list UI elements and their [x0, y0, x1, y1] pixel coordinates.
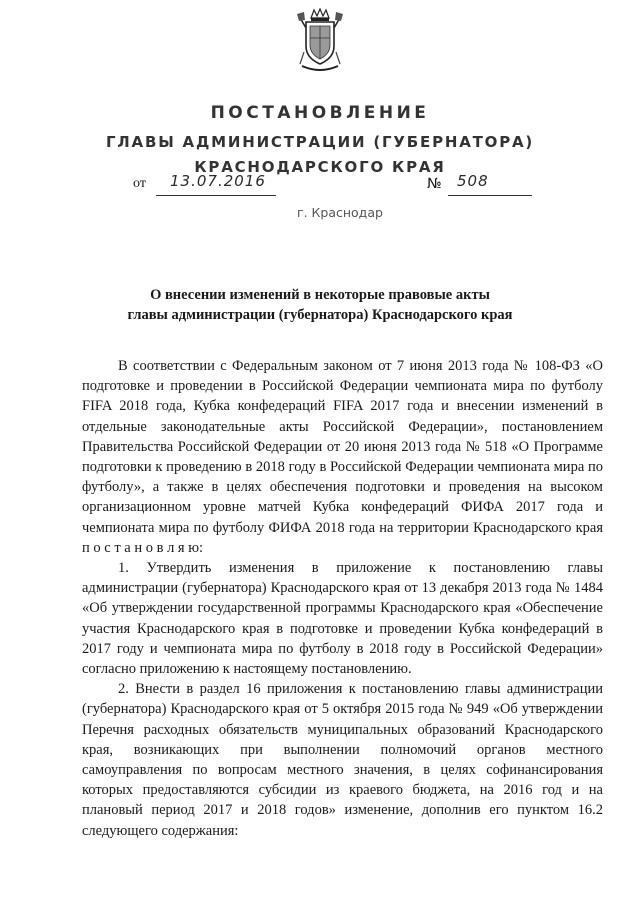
doc-title-line-2: главы администрации (губернатора) Краснодарского края [127, 307, 513, 323]
paragraph-preamble: В соответствии с Федеральным законом от 7 июня 2013 года № 108-ФЗ «О подготовке и проведении в Российской Федерации чемпионата мира по футболу FIFA 2018 года, Кубка конфедераций FIFA 2017 года и внесении изменений в отдельные законодательные акты Российской Федерации», постановлением Правительства Российской Федерации от 20 июня 2013 года № 518 «О Программе подготовки к проведению в 2018 году в Российской Федерации чемпионата мира по футболу», а также в целях обеспечения подготовки и проведения на высоком организационном уровне матчей Кубка конфедераций ФИФА 2017 года и чемпионата мира по футболу ФИФА 2018 года на территории Краснодарского края п о с т а н о в л я ю: [82, 358, 603, 556]
document-body [82, 356, 603, 841]
doc-title-line-1: О внесении изменений в некоторые правовые акты [150, 287, 490, 303]
city-label: г. Краснодар [297, 205, 383, 220]
date-prefix: от [133, 176, 146, 191]
region-title: КРАСНОДАРСКОГО КРАЯ [194, 158, 446, 176]
issuer-title: ГЛАВЫ АДМИНИСТРАЦИИ (ГУБЕРНАТОРА) [105, 133, 535, 151]
krasnodar-coat-of-arms-icon [296, 8, 344, 74]
document-type-title: ПОСТАНОВЛЕНИЕ [210, 103, 430, 123]
paragraph-item-1: 1. Утвердить изменения в приложение к постановлению главы администрации (губернатора) Краснодарского края от 13 декабря 2013 года № 1484 «Об утверждении государственной программы Краснодарского края «Обеспечение участия Краснодарского края в подготовке и проведении Кубка конфедераций в 2017 году и чемпионата мира по футболу в 2018 году в Российской Федерации» согласно приложению к настоящему постановлению. [82, 560, 603, 678]
paragraph-item-2: 2. Внести в раздел 16 приложения к постановлению главы администрации (губернатора) Краснодарского края от 5 октября 2015 года № 949 «Об утверждении Перечня расходных обязательств муниципальных образований Краснодарского края, возникающих при выполнении полномочий органов местного самоуправления по вопросам местного значения, в целях софинансирования которых предоставляются субсидии из краевого бюджета, на 2016 год и на плановый период 2017 и 2018 годов» изменение, дополнив его пунктом 16.2 следующего содержания: [82, 681, 603, 839]
number-prefix: № [427, 176, 442, 192]
document-number: 508 [457, 172, 489, 190]
document-date: 13.07.2016 [170, 172, 266, 190]
number-underline [448, 195, 532, 196]
date-underline [156, 195, 276, 196]
